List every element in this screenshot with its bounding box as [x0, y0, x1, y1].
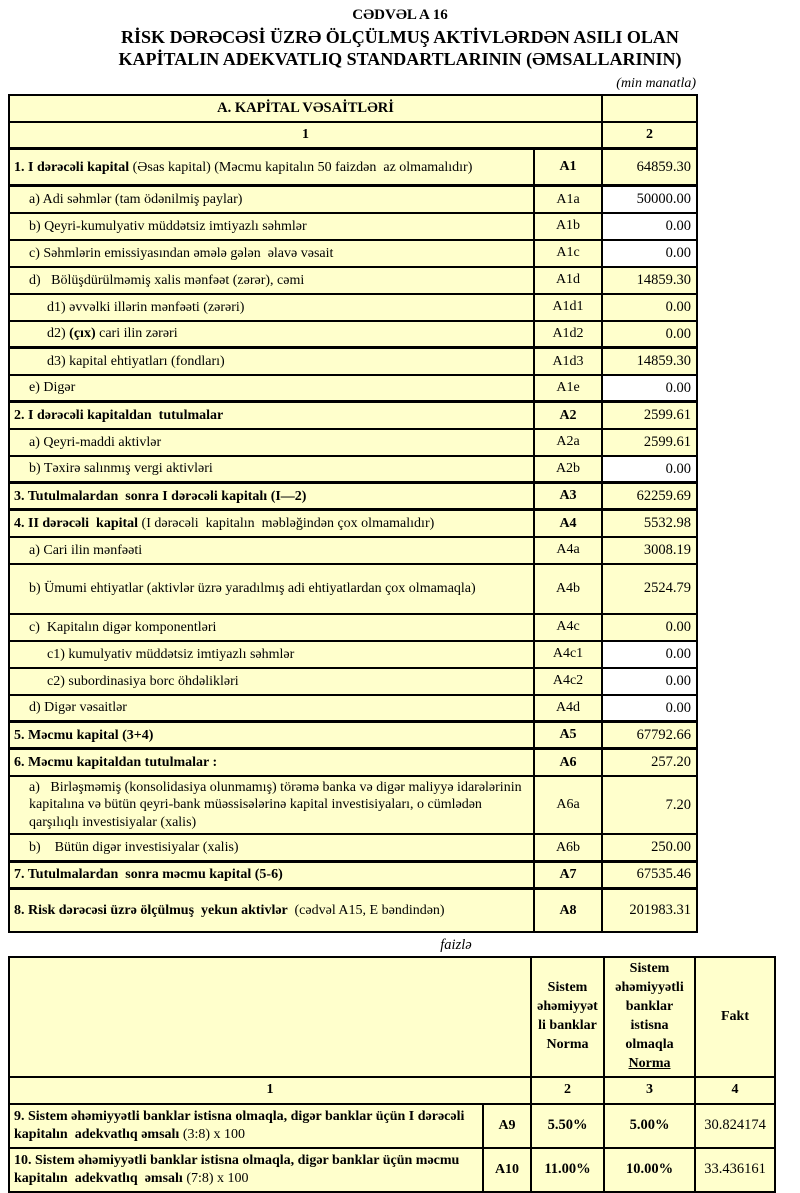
label-text-bold: 3. Tutulmalardan sonra I dərəcəli kapitalı (I—2)	[14, 488, 307, 504]
document-title-line2: KAPİTALIN ADEKVATLIQ STANDARTLARININ (ƏMSALLARININ)	[118, 48, 682, 69]
row-code-cell: A7	[534, 861, 602, 888]
table2-header-norma-other-underlined: Norma	[628, 1055, 671, 1071]
row-value-input-cell: 0.00	[602, 695, 697, 722]
row-label-cell	[9, 348, 534, 375]
row-code-cell: A1	[534, 149, 602, 186]
row-value-input-cell: 0.00	[602, 456, 697, 483]
row-value-cell: 2599.61	[602, 402, 697, 429]
label-text-bold: 10. Sistem əhəmiyyətli banklar istisna olmaqla, digər banklar üçün məcmu kapitalın adekvatlıq əmsalı	[14, 1152, 463, 1186]
row-code-cell: A9	[483, 1104, 531, 1148]
row-label-cell	[9, 564, 534, 614]
label-text: (cədvəl A15, E bəndindən)	[291, 902, 445, 918]
row-label-cell	[9, 695, 534, 722]
table1-colnum-1: 1	[9, 122, 602, 149]
row-value-cell: 201983.31	[602, 888, 697, 932]
row-value-cell: 64859.30	[602, 149, 697, 186]
table2-header-row	[9, 957, 775, 1076]
table-row	[9, 1104, 775, 1148]
row-value-input-cell: 50000.00	[602, 186, 697, 213]
table-row	[9, 267, 697, 294]
row-norma-systemic-cell: 5.50%	[531, 1104, 604, 1148]
row-code-cell: A6b	[534, 834, 602, 861]
row-label-cell	[9, 749, 534, 776]
document-title-line1: RİSK DƏRƏCƏSİ ÜZRƏ ÖLÇÜLMUŞ AKTİVLƏRDƏN ASILI OLAN	[121, 27, 679, 47]
table-row	[9, 888, 697, 932]
row-value-cell: 7.20	[602, 776, 697, 835]
unit-note: (min manatla)	[616, 75, 696, 91]
label-text: (I dərəcəli kapitalın məbləğindən çox olmamalıdır)	[141, 515, 435, 531]
table-row	[9, 834, 697, 861]
row-code-cell: A4	[534, 510, 602, 537]
row-label-cell	[9, 267, 534, 294]
row-code-cell: A5	[534, 722, 602, 749]
row-label-cell	[9, 776, 534, 835]
row-label-cell	[9, 294, 534, 321]
row-value-cell: 0.00	[602, 321, 697, 348]
row-label-cell	[9, 861, 534, 888]
row-label-cell	[9, 429, 534, 456]
row-code-cell: A1d3	[534, 348, 602, 375]
row-code-cell: A2a	[534, 429, 602, 456]
table-row	[9, 186, 697, 213]
table-row	[9, 456, 697, 483]
row-code-cell: A1d	[534, 267, 602, 294]
row-code-cell: A1d1	[534, 294, 602, 321]
table-row	[9, 537, 697, 564]
row-label-cell	[9, 402, 534, 429]
row-norma-other-cell: 5.00%	[604, 1104, 695, 1148]
row-label-cell	[9, 668, 534, 695]
table-row	[9, 749, 697, 776]
table2-colnum-3: 3	[604, 1077, 695, 1104]
label-text: (3:8) x 100	[182, 1126, 246, 1142]
row-label-cell	[9, 888, 534, 932]
label-text: b) Qeyri-kumulyativ müddətsiz imtiyazlı səhmlər	[29, 218, 307, 234]
row-label-cell	[9, 213, 534, 240]
table2-colnum-1: 1	[9, 1077, 531, 1104]
label-text: d) Bölüşdürülməmiş xalis mənfəət (zərər), cəmi	[29, 272, 305, 288]
table-row	[9, 722, 697, 749]
row-label-cell	[9, 641, 534, 668]
row-value-input-cell: 0.00	[602, 213, 697, 240]
row-code-cell: A6a	[534, 776, 602, 835]
label-text: b) Ümumi ehtiyatlar (aktivlər üzrə yaradılmış adi ehtiyatlardan çox olmamaqla)	[29, 581, 476, 597]
label-text-bold: (çıx)	[69, 326, 96, 342]
label-text: (Əsas kapital) (Məcmu kapitalın 50 faizdən az olmamalıdır)	[129, 159, 473, 175]
table2-header-norma-systemic: Sistem əhəmiyyətli banklar Norma	[531, 957, 604, 1076]
label-text: c) Kapitalın digər komponentləri	[29, 619, 217, 635]
row-fakt-cell: 30.824174	[695, 1104, 775, 1148]
row-value-cell: 257.20	[602, 749, 697, 776]
label-text-bold: 4. II dərəcəli kapital	[14, 515, 142, 531]
row-label-cell	[9, 614, 534, 641]
table-row	[9, 861, 697, 888]
row-code-cell: A3	[534, 483, 602, 510]
row-label-cell	[9, 186, 534, 213]
label-text: c2) subordinasiya borc öhdəlikləri	[47, 673, 239, 689]
row-value-cell: 0.00	[602, 614, 697, 641]
table-row	[9, 213, 697, 240]
label-text-bold: 2. I dərəcəli kapitaldan tutulmalar	[14, 407, 224, 423]
label-text: c1) kumulyativ müddətsiz imtiyazlı səhmlər	[47, 646, 295, 662]
row-code-cell: A1e	[534, 375, 602, 402]
table-row	[9, 695, 697, 722]
table-row	[9, 510, 697, 537]
table2-header-fakt: Fakt	[695, 957, 775, 1076]
table-row	[9, 564, 697, 614]
row-value-input-cell: 0.00	[602, 668, 697, 695]
row-code-cell: A4a	[534, 537, 602, 564]
row-label-cell	[9, 240, 534, 267]
row-label-cell	[9, 483, 534, 510]
row-code-cell: A10	[483, 1148, 531, 1192]
row-value-cell: 0.00	[602, 294, 697, 321]
table-number-title: CƏDVƏL A 16	[352, 7, 448, 23]
label-text: e) Digər	[29, 380, 76, 396]
row-label-cell	[9, 537, 534, 564]
label-text-bold: 5. Məcmu kapital (3+4)	[14, 727, 154, 743]
row-norma-systemic-cell: 11.00%	[531, 1148, 604, 1192]
row-code-cell: A1b	[534, 213, 602, 240]
row-code-cell: A4c2	[534, 668, 602, 695]
table2-colnum-2: 2	[531, 1077, 604, 1104]
row-code-cell: A2	[534, 402, 602, 429]
row-code-cell: A1a	[534, 186, 602, 213]
table-row	[9, 1148, 775, 1192]
table-row	[9, 294, 697, 321]
label-text-bold: 9. Sistem əhəmiyyətli banklar istisna olmaqla, digər banklar üçün I dərəcəli kapitalın adekvatlıq əmsalı	[14, 1108, 472, 1142]
row-code-cell: A6	[534, 749, 602, 776]
table-row	[9, 321, 697, 348]
row-value-cell: 14859.30	[602, 348, 697, 375]
label-text: a) Qeyri-maddi aktivlər	[29, 434, 162, 450]
percent-note: faizlə	[440, 937, 472, 954]
row-value-cell: 62259.69	[602, 483, 697, 510]
table-row	[9, 402, 697, 429]
label-text-bold: 6. Məcmu kapitaldan tutulmalar :	[14, 754, 218, 770]
table-row	[9, 375, 697, 402]
adequacy-ratio-table	[8, 956, 776, 1192]
row-label-cell	[9, 456, 534, 483]
table1-section-title: A. KAPİTAL VƏSAİTLƏRİ	[9, 95, 602, 122]
label-text: cari ilin zərəri	[95, 326, 178, 342]
label-text: c) Səhmlərin emissiyasından əmələ gələn əlavə vəsait	[29, 245, 334, 261]
table-row	[9, 240, 697, 267]
row-label-cell	[9, 1148, 483, 1192]
row-label-cell	[9, 1104, 483, 1148]
row-value-cell: 3008.19	[602, 537, 697, 564]
table-row	[9, 668, 697, 695]
table-row	[9, 614, 697, 641]
table-row	[9, 149, 697, 186]
label-text: a) Birləşməmiş (konsolidasiya olunmamış) törəmə banka və digər maliyyə idarələrinin kapitalına və bütün qeyri-bank müəssisələrinə kapital investisiyaları, o cümlədən qarşılıqlı investisiyalar (xalis)	[29, 779, 526, 830]
label-text: d) Digər vəsaitlər	[29, 700, 127, 716]
label-text: a) Adi səhmlər (tam ödənilmiş paylar)	[29, 191, 243, 207]
row-label-cell	[9, 722, 534, 749]
table1-colnum-2: 2	[602, 122, 697, 149]
row-label-cell	[9, 510, 534, 537]
table-row	[9, 483, 697, 510]
table2-header-norma-other	[604, 957, 695, 1076]
row-value-input-cell: 0.00	[602, 641, 697, 668]
table-row	[9, 641, 697, 668]
row-code-cell: A1d2	[534, 321, 602, 348]
row-label-cell	[9, 149, 534, 186]
label-text: d3) kapital ehtiyatları (fondları)	[47, 353, 225, 369]
row-norma-other-cell: 10.00%	[604, 1148, 695, 1192]
table2-colnum-4: 4	[695, 1077, 775, 1104]
label-text: b) Bütün digər investisiyalar (xalis)	[29, 839, 239, 855]
row-label-cell	[9, 375, 534, 402]
label-text-bold: 1. I dərəcəli kapital	[14, 159, 130, 175]
row-fakt-cell: 33.436161	[695, 1148, 775, 1192]
row-value-cell: 2599.61	[602, 429, 697, 456]
label-text: a) Cari ilin mənfəəti	[29, 542, 143, 558]
row-value-cell: 2524.79	[602, 564, 697, 614]
table-row	[9, 776, 697, 835]
row-code-cell: A4b	[534, 564, 602, 614]
row-code-cell: A2b	[534, 456, 602, 483]
table1-header-empty-cell	[602, 95, 697, 122]
table1-section-header-row	[9, 95, 697, 122]
row-label-cell	[9, 834, 534, 861]
row-value-cell: 5532.98	[602, 510, 697, 537]
row-code-cell: A1c	[534, 240, 602, 267]
label-text: b) Təxirə salınmış vergi aktivləri	[29, 461, 213, 477]
table-row	[9, 429, 697, 456]
label-text: d2)	[47, 326, 70, 342]
label-text-bold: 7. Tutulmalardan sonra məcmu kapital (5-6)	[14, 867, 283, 883]
table1-column-number-row	[9, 122, 697, 149]
row-value-input-cell: 0.00	[602, 240, 697, 267]
row-code-cell: A4c1	[534, 641, 602, 668]
label-text-bold: 8. Risk dərəcəsi üzrə ölçülmuş yekun aktivlər	[14, 902, 292, 918]
row-value-cell: 250.00	[602, 834, 697, 861]
row-value-input-cell: 0.00	[602, 375, 697, 402]
row-code-cell: A8	[534, 888, 602, 932]
row-value-cell: 14859.30	[602, 267, 697, 294]
row-value-cell: 67792.66	[602, 722, 697, 749]
row-code-cell: A4c	[534, 614, 602, 641]
table2-header-empty-cell	[9, 957, 531, 1076]
table-row	[9, 348, 697, 375]
row-code-cell: A4d	[534, 695, 602, 722]
capital-table	[8, 94, 698, 934]
row-label-cell	[9, 321, 534, 348]
label-text: d1) əvvəlki illərin mənfəəti (zərəri)	[47, 299, 245, 315]
table2-column-number-row	[9, 1077, 775, 1104]
row-value-cell: 67535.46	[602, 861, 697, 888]
label-text: (7:8) x 100	[186, 1170, 249, 1186]
table2-header-norma-other-text: Sistem əhəmiyyətli banklar istisna olmaqla	[615, 961, 684, 1052]
